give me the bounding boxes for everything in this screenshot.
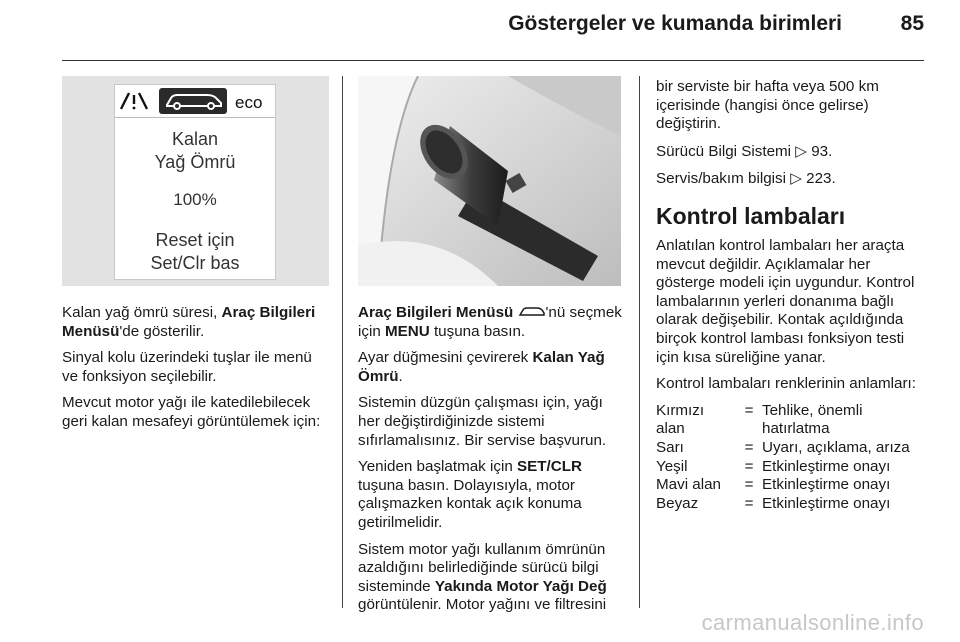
text-span: 'de gösterilir. [119,322,205,340]
paragraph-reset-system: Sistemin düzgün çalışması için, yağı her değiştirdiğinizde sistemi sıfırlamalısınız. Bir servise başvurun. [358,394,607,449]
text-span: 'nü seçmek için [358,304,622,340]
paragraph-turn-knob [358,349,626,386]
table-row [656,476,926,495]
column-divider-2 [639,76,640,608]
paragraph-control-lamps: Anlatılan kontrol lambaları her araçta mevcut değildir. Açıklamalar her gösterge modeli için uygundur. Kontrol lambalarının yerleri donanıma bağlı olarak değişebilir. Kontak açıldığında birçok kontrol lambası fonksiyon testi için kısa süreliğine yanar. [656,236,915,366]
car-icon [518,306,546,318]
column-divider-1 [342,76,343,608]
text-span: Sistem motor yağı kullanım ömrünün azaldığını belirlediğinde sürücü bilgi sisteminde [358,540,606,595]
table-row [656,402,926,439]
display-percent: 100% [173,190,217,209]
reference-arrow-icon: ▷ [790,169,802,188]
column-2-text [358,304,626,623]
watermark: carmanualsonline.info [701,610,924,635]
text-span: Kalan yağ ömrü süresi, [62,304,222,321]
text-span: Yeniden başlatmak için [358,458,518,476]
paragraph-service-interval: bir serviste bir hafta veya 500 km içerisinde (hangisi önce gelirse) değiştirin. [656,78,879,133]
page-reference-link[interactable]: 93 [811,142,829,160]
color-name: Beyaz [656,494,699,512]
eco-label: eco [235,93,263,112]
equals-sign: = [744,494,754,512]
text-span: tuşuna basın. [429,322,526,340]
turn-signal-stalk-illustration [358,76,621,286]
table-row [656,495,926,514]
warning-road-icon [121,93,147,109]
paragraph-stalk-buttons: Sinyal kolu üzerindeki tuşlar ile menü ve fonksiyon seçilebilir. [62,349,312,385]
text-span: . [398,367,403,385]
bold-term: MENU [385,322,430,340]
page-reference-link[interactable]: 223 [806,170,832,188]
paragraph-select-menu [358,304,626,341]
oil-life-display-figure [62,76,329,286]
text-span: tuşuna basın. Dolayısıyla, motor çalışmazken kontak açık konuma getirilmelidir. [358,476,582,531]
bold-term: SET/CLR [517,458,582,476]
color-name: Kırmızı alan [656,401,705,438]
cross-ref-driver-info: Sürücü Bilgi Sistemi ▷ 93. [656,141,833,160]
color-name: Yeşil [656,457,688,475]
text-span: görüntülenir. Motor yağını ve filtresini [358,596,607,614]
text-span: Ayar düğmesini çevirerek [358,349,533,367]
table-row [656,458,926,477]
paragraph-lamp-colors: Kontrol lambaları renklerinin anlamları: [656,375,916,393]
color-meaning: Uyarı, açıklama, arıza [762,438,910,456]
display-icons [115,85,275,117]
equals-sign: = [744,476,754,494]
color-name: Mavi alan [656,476,721,494]
display-line-oil-life: Yağ Ömrü [154,152,236,172]
display-screen [114,84,276,280]
paragraph-remaining-distance: Mevcut motor yağı ile katedilebilecek geri kalan mesafeyi görüntülemek için: [62,394,321,430]
column-3-text [656,78,926,513]
display-top-bar [115,85,275,118]
color-name: Sarı [656,438,684,456]
color-meaning: Tehlike, önemli hatırlatma [762,401,863,438]
lamp-color-table [656,402,926,514]
paragraph-oil-change-soon [358,541,626,615]
column-1-text [62,304,330,440]
paragraph-oil-life-menu [62,304,330,341]
display-line-kalan: Kalan [171,129,219,149]
bold-term: Kalan Yağ Ömrü [358,349,605,385]
paragraph-set-clr [358,458,626,532]
stalk-photo [358,76,621,286]
bold-term: Araç Bilgileri Menüsü [62,304,316,340]
section-heading: Kontrol lambaları [656,202,846,229]
equals-sign: = [744,438,754,456]
text-span: Sürücü Bilgi Sistemi [656,142,796,160]
bold-term: Yakında Motor Yağı Değ [434,577,607,595]
table-row [656,439,926,458]
display-line-setclr: Set/Clr bas [150,253,240,273]
equals-sign: = [744,457,754,475]
bold-term: Araç Bilgileri Menüsü [358,304,514,321]
color-meaning: Etkinleştirme onayı [762,457,891,475]
display-line-reset: Reset için [155,230,235,250]
color-meaning: Etkinleştirme onayı [762,494,891,512]
color-meaning: Etkinleştirme onayı [762,476,891,494]
page-header-title: Göstergeler ve kumanda birimleri [508,12,842,35]
cross-ref-service: Servis/bakım bilgisi ▷ 223. [656,169,836,188]
text-span: Servis/bakım bilgisi [656,170,791,188]
equals-sign: = [744,401,754,419]
page-number: 85 [900,12,924,35]
header-divider [62,60,924,61]
reference-arrow-icon: ▷ [795,141,807,160]
